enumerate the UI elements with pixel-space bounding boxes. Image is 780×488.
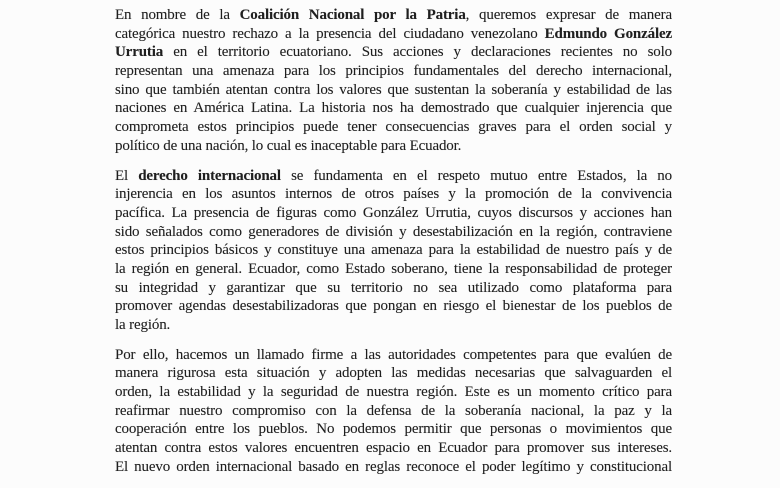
text-line: orden, la estabilidad y la seguridad de nuestra región. Este es un momento crítico para (115, 384, 672, 401)
text-line: El nuevo orden internacional basado en reglas reconoce el poder legítimo y constitucional (115, 458, 672, 475)
bold-text: Urrutia (115, 44, 164, 61)
text-line: Urrutia en el territorio ecuatoriano. Sus acciones y declaraciones recientes no solo (115, 44, 672, 61)
text-line: atentan contra estos valores encuentren espacio en Ecuador para promover sus intereses. (115, 440, 672, 457)
text-line: cooperación entre los pueblos. No podemos permitir que personas o movimientos que (115, 421, 672, 438)
text-line: El derecho internacional se fundamenta en el respeto mutuo entre Estados, la no (115, 167, 672, 184)
text-line: promover agendas desestabilizadoras que pongan en riesgo el bienestar de los pueblos de (115, 298, 672, 315)
bold-text: derecho internacional (138, 167, 281, 184)
text-line: pacífica. La presencia de figuras como González Urrutia, cuyos discursos y acciones han (115, 204, 672, 221)
text-line: la región. (115, 317, 171, 333)
text-line: político de una nación, lo cual es inaceptable para Ecuador. (115, 137, 462, 154)
document-page (115, 6, 672, 488)
text-line: En nombre de la Coalición Nacional por la Patria, queremos expresar de manera (115, 7, 672, 23)
text-line: la región en general. Ecuador, como Estado soberano, tiene la responsabilidad de proteger (115, 260, 672, 277)
text-line: naciones en América Latina. La historia nos ha demostrado que cualquier injerencia que (115, 100, 672, 117)
text-line: sino que también atentan contra los valores que sustentan la soberanía y estabilidad de las (115, 81, 672, 98)
bold-text: Edmundo González (544, 25, 672, 42)
text-line: comprometa estos principios puede tener consecuencias graves para el orden social y (115, 119, 672, 136)
text-line: categórica nuestro rechazo a la presencia del ciudadano venezolano Edmundo González (115, 25, 672, 42)
text-line: injerencia en los asuntos internos de otros países y la promoción de la convivencia (115, 186, 672, 203)
text-line: manera rigurosa esta situación y adopten las medidas necesarias que salvaguarden el (115, 365, 672, 382)
text-line: estos principios básicos y constituye una amenaza para la estabilidad de nuestro país y de (115, 242, 672, 259)
text-line: sido señalados como generadores de división y desestabilización en la región, contraviene (115, 223, 672, 240)
text-line: reafirmar nuestro compromiso con la defensa de la soberanía nacional, la paz y la (115, 402, 672, 419)
text-line: representan una amenaza para los principios fundamentales del derecho internacional, (115, 63, 672, 80)
paragraph-3 (115, 346, 672, 477)
paragraph-1 (115, 6, 672, 156)
bold-text: Coalición Nacional por la Patria (239, 7, 466, 23)
text-line: Por ello, hacemos un llamado firme a las autoridades competentes para que evalúen de (115, 346, 672, 363)
paragraph-2 (115, 167, 672, 335)
text-line: su integridad y garantizar que su territorio no sea utilizado como plataforma para (115, 279, 672, 296)
